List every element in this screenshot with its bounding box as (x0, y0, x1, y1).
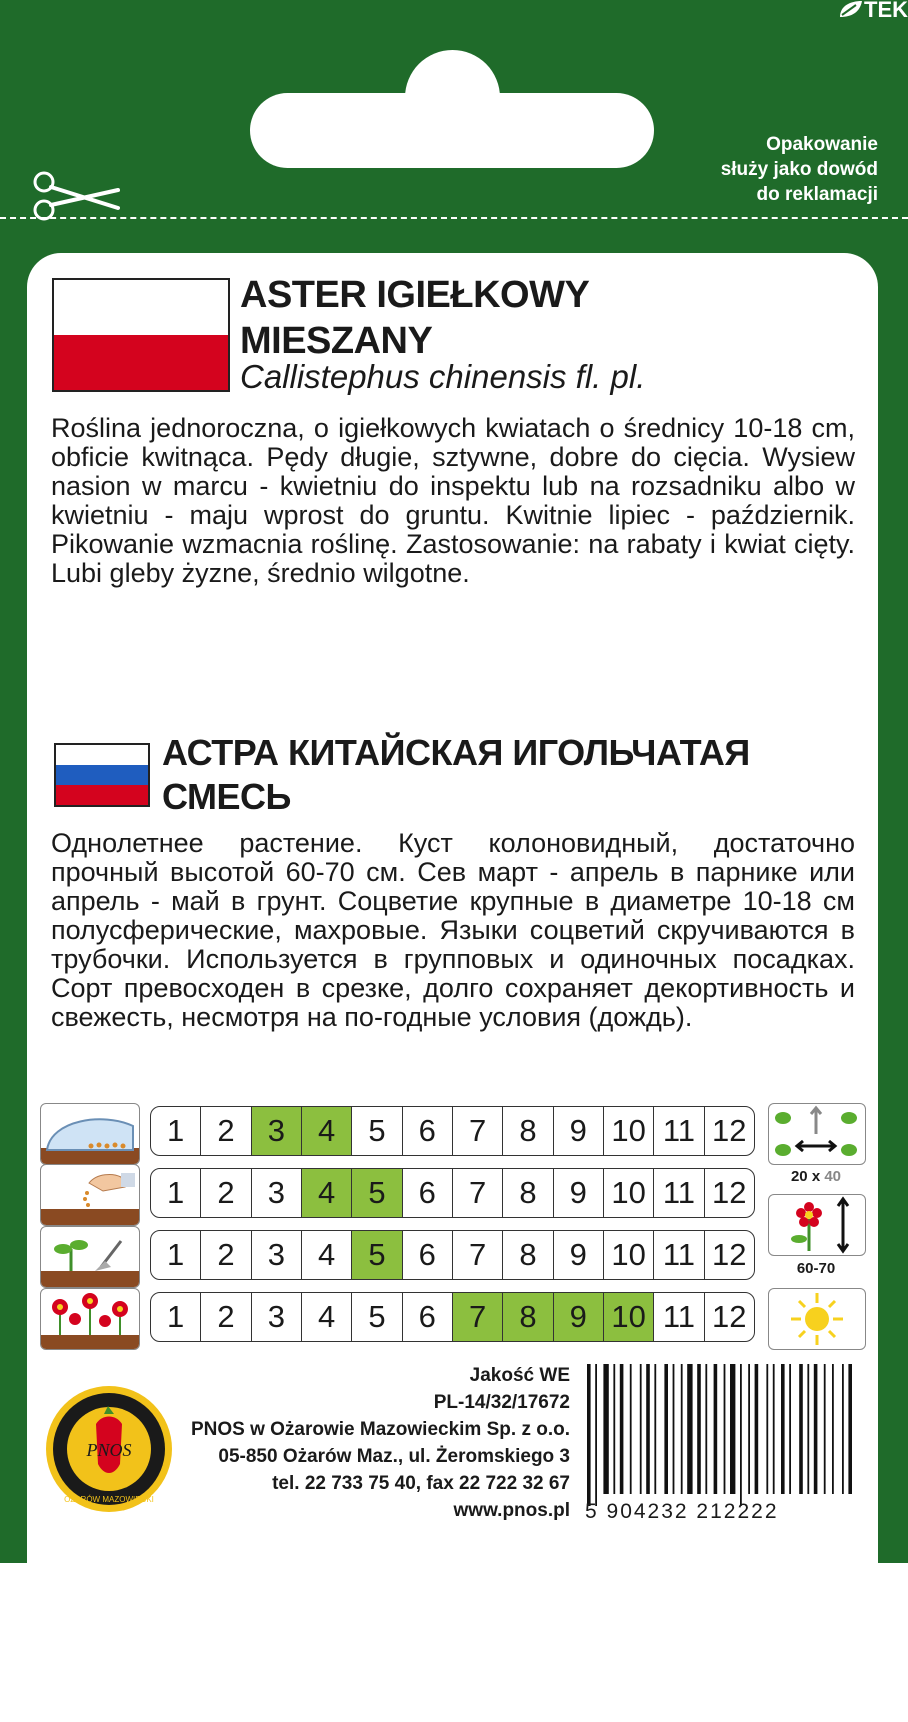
russian-title-line: СМЕСЬ (162, 776, 291, 817)
barcode-bar (705, 1364, 707, 1494)
barcode-bar (630, 1364, 632, 1494)
month-cell: 3 (251, 1107, 301, 1155)
barcode-bar (640, 1364, 642, 1494)
month-cell: 8 (502, 1293, 552, 1341)
month-cell: 8 (502, 1107, 552, 1155)
barcode-bar (681, 1364, 683, 1494)
barcode-bar (603, 1364, 608, 1494)
company-phone: tel. 22 733 75 40, fax 22 722 32 67 (272, 1473, 570, 1494)
month-cell: 9 (553, 1107, 603, 1155)
month-cell: 6 (402, 1107, 452, 1155)
month-cell: 12 (704, 1107, 754, 1155)
quality-mark: Jakość WE (469, 1365, 570, 1386)
barcode-bar (595, 1364, 597, 1506)
barcode (583, 1364, 856, 1506)
month-cell: 6 (402, 1293, 452, 1341)
barcode-bar (789, 1364, 791, 1494)
complaint-note (658, 132, 878, 207)
poland-flag-icon (52, 278, 230, 392)
barcode-bar (587, 1364, 591, 1506)
month-cell: 8 (502, 1231, 552, 1279)
hand-sowing-icon (40, 1164, 140, 1226)
spacing-separator: x (811, 1168, 821, 1185)
barcode-bar (714, 1364, 718, 1494)
brand-mark (788, 0, 908, 22)
russian-description: Однолетнее растение. Куст колоновидный, достаточно прочный высотой 60-70 см. Сев март - апрель в парнике или апрель - май в грунт. Соцветие крупные в диаметре 10-18 см полусферические, махровые. Языки соцветий скручиваются в трубочки. Используется в групповых и одиночных посадках. Сорт превосходен в срезке, долго сохраняет декортивность и свежесть, несмотря на по-годные условия (дождь). (51, 828, 855, 1032)
month-cell: 5 (351, 1107, 401, 1155)
month-cell: 12 (704, 1231, 754, 1279)
cut-line (0, 217, 908, 219)
month-cell: 7 (452, 1107, 502, 1155)
month-cell: 3 (251, 1231, 301, 1279)
month-cell: 5 (351, 1231, 401, 1279)
complaint-note-line: Opakowanie (766, 134, 878, 155)
leaf-icon (838, 0, 864, 18)
month-cell: 3 (251, 1169, 301, 1217)
month-cell: 5 (351, 1169, 401, 1217)
spacing-value: 20 (790, 1168, 808, 1185)
complaint-note-line: służy jako dowód (720, 159, 878, 180)
barcode-bar (730, 1364, 735, 1494)
month-cell: 7 (452, 1169, 502, 1217)
month-cell: 7 (452, 1231, 502, 1279)
russian-title (162, 731, 862, 819)
russian-title-line: АСТРА КИТАЙСКАЯ ИГОЛЬЧАТАЯ (162, 732, 750, 773)
month-cell: 10 (603, 1169, 653, 1217)
polish-title-line: MIESZANY (240, 320, 433, 362)
month-cell: 1 (167, 1237, 185, 1272)
month-cell: 2 (200, 1231, 250, 1279)
month-cell: 1 (167, 1113, 185, 1148)
barcode-bar (755, 1364, 759, 1494)
month-cell: 10 (603, 1107, 653, 1155)
flowering-icon (40, 1288, 140, 1350)
greenhouse-sowing-icon (40, 1103, 140, 1165)
company-address: 05-850 Ożarów Maz., ul. Żeromskiego 3 (218, 1446, 570, 1467)
full-sun-icon (768, 1288, 866, 1350)
barcode-bar (814, 1364, 818, 1494)
month-cell: 9 (553, 1169, 603, 1217)
barcode-bar (687, 1364, 692, 1494)
barcode-bar (807, 1364, 809, 1494)
plant-spacing-icon (768, 1103, 866, 1165)
barcode-bar (824, 1364, 826, 1494)
company-website: www.pnos.pl (453, 1500, 570, 1521)
polish-title-line: ASTER IGIEŁKOWY (240, 274, 590, 316)
polish-title (240, 272, 860, 364)
month-row (150, 1168, 755, 1218)
month-cell: 8 (502, 1169, 552, 1217)
barcode-bar (664, 1364, 668, 1494)
registration-number: PL-14/32/17672 (433, 1392, 570, 1413)
month-cell: 7 (452, 1293, 502, 1341)
month-row (150, 1292, 755, 1342)
month-row (150, 1106, 755, 1156)
barcode-bar (654, 1364, 656, 1494)
barcode-bar (740, 1364, 742, 1506)
month-cell: 3 (251, 1293, 301, 1341)
latin-name: Callistephus chinensis fl. pl. (240, 358, 646, 395)
month-cell: 4 (301, 1293, 351, 1341)
barcode-bar (766, 1364, 768, 1494)
barcode-bar (781, 1364, 785, 1494)
barcode-bar (842, 1364, 844, 1494)
month-cell: 10 (603, 1293, 653, 1341)
month-cell: 11 (653, 1169, 703, 1217)
barcode-digits: 5 904232 212222 (585, 1500, 779, 1523)
month-cell: 6 (402, 1231, 452, 1279)
russia-flag-icon (54, 743, 150, 807)
month-cell: 4 (301, 1169, 351, 1217)
barcode-bar (613, 1364, 615, 1494)
plant-height-icon (768, 1194, 866, 1256)
complaint-note-line: do reklamacji (756, 184, 878, 205)
month-cell: 11 (653, 1107, 703, 1155)
month-cell: 2 (200, 1293, 250, 1341)
svg-text:PNOS: PNOS (86, 1440, 132, 1460)
barcode-bar (620, 1364, 624, 1494)
month-cell: 12 (704, 1169, 754, 1217)
month-cell: 1 (167, 1175, 185, 1210)
barcode-bar (724, 1364, 726, 1494)
month-row (150, 1230, 755, 1280)
month-cell: 4 (301, 1231, 351, 1279)
month-cell: 11 (653, 1293, 703, 1341)
month-cell: 2 (200, 1107, 250, 1155)
company-info (180, 1362, 570, 1524)
barcode-bar (697, 1364, 701, 1494)
month-cell: 9 (553, 1231, 603, 1279)
month-cell: 1 (167, 1299, 185, 1334)
pnos-logo (44, 1384, 174, 1514)
barcode-bar (673, 1364, 675, 1494)
month-cell: 11 (653, 1231, 703, 1279)
seedling-planting-icon (40, 1226, 140, 1288)
month-cell: 6 (402, 1169, 452, 1217)
company-name: PNOS w Ożarowie Mazowieckim Sp. z o.o. (190, 1419, 570, 1440)
month-cell: 5 (351, 1293, 401, 1341)
barcode-bar (748, 1364, 750, 1494)
barcode-bar (646, 1364, 650, 1494)
month-cell: 2 (200, 1169, 250, 1217)
month-cell: 12 (704, 1293, 754, 1341)
month-cell: 10 (603, 1231, 653, 1279)
barcode-bar (848, 1364, 852, 1494)
brand-text: TEK (864, 0, 908, 22)
hang-hole (250, 93, 654, 168)
svg-text:OŻARÓW MAZOWIECKI: OŻARÓW MAZOWIECKI (64, 1495, 154, 1504)
barcode-bar (799, 1364, 803, 1494)
polish-description: Roślina jednoroczna, o igiełkowych kwiatach o średnicy 10-18 cm, obficie kwitnąca. Pędy długie, sztywne, dobre do cięcia. Wysiew nasion w marcu - kwietniu do inspektu lub na rozsadniku albo w kwietniu - maju wprost do gruntu. Kwitnie lipiec - październik. Pikowanie wzmacnia roślinę. Zastosowanie: na rabaty i kwiat cięty. Lubi gleby żyzne, średnio wilgotne. (51, 413, 855, 588)
spacing-label (768, 1168, 864, 1185)
month-cell: 9 (553, 1293, 603, 1341)
height-label: 60-70 (796, 1260, 836, 1277)
scissors-icon (30, 168, 130, 228)
barcode-bar (832, 1364, 834, 1494)
month-cell: 4 (301, 1107, 351, 1155)
spacing-value: 40 (824, 1168, 842, 1185)
barcode-bar (773, 1364, 775, 1494)
